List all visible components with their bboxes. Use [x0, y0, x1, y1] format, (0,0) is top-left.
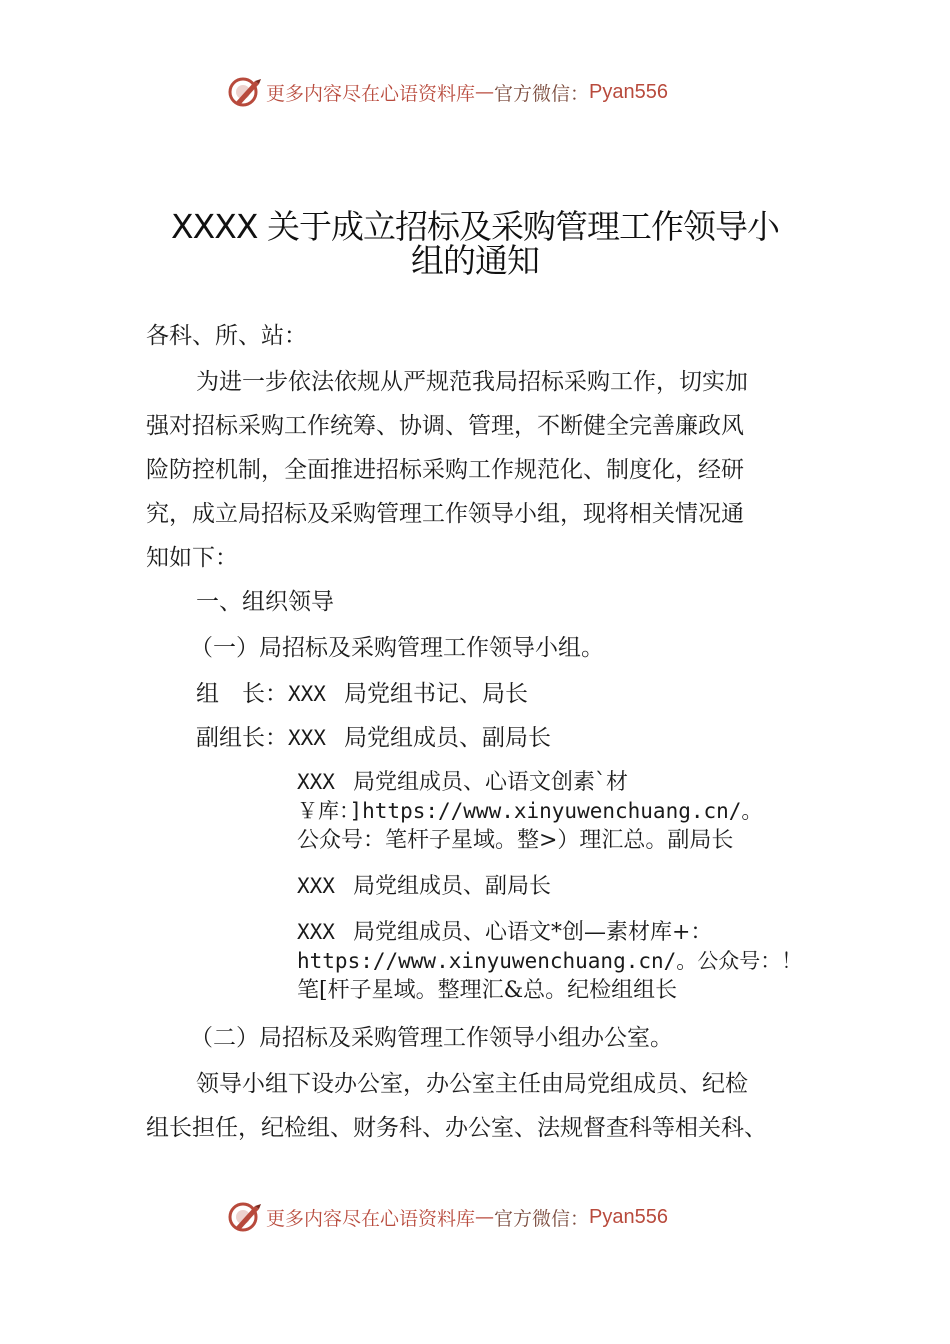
deputy-role: 局党组成员、副局长 — [343, 725, 551, 751]
banner-separator: — — [475, 1206, 495, 1228]
deputy-name: XXX — [288, 726, 326, 750]
intro-paragraph — [146, 360, 816, 580]
member-role-line: https://www.xinyuwenchuang.cn/。公众号：！ — [297, 949, 803, 973]
intro-line: 强对招标采购工作统筹、协调、管理，不断健全完善廉政风 — [146, 413, 744, 439]
leader-name: XXX — [288, 682, 326, 706]
intro-line: 为进一步依法依规从严规范我局招标采购工作，切实加 — [196, 369, 748, 395]
banner-wechat-id: Pyan556 — [589, 1205, 668, 1228]
banner-separator: — — [475, 81, 495, 103]
subsection-heading-1: （一）局招标及采购管理工作领导小组。 — [190, 635, 604, 661]
pen-logo-icon — [228, 75, 262, 109]
member-role-line: 局党组成员、心语文创素`材 — [352, 770, 628, 795]
title-line-2: 组的通知 — [411, 241, 539, 280]
banner-wechat-id: Pyan556 — [589, 80, 668, 103]
member-role-line: ￥库：]https://www.xinyuwenchuang.cn/。 — [297, 799, 763, 823]
subsection-heading-2: （二）局招标及采购管理工作领导小组办公室。 — [190, 1025, 673, 1051]
leader-role: 局党组书记、局长 — [343, 681, 528, 707]
pen-logo-icon — [228, 1200, 262, 1234]
banner-wechat-label: 官方微信： — [494, 1207, 590, 1230]
leader-row — [196, 672, 836, 716]
member-role-line: 笔[杆子星域。整理汇&总。纪检组组长 — [297, 978, 678, 1003]
member-entry — [297, 768, 837, 855]
section-heading-1: 一、组织领导 — [196, 589, 334, 615]
member-entry — [297, 872, 837, 901]
member-role-line: 公众号：笔杆子星域。整>）理汇总。副局长 — [297, 828, 734, 853]
title-line-1: XXXX 关于成立招标及采购管理工作领导小 — [171, 207, 779, 246]
member-name: XXX — [297, 920, 335, 944]
member-name: XXX — [297, 770, 335, 794]
member-entry — [297, 918, 837, 1005]
office-line: 领导小组下设办公室，办公室主任由局党组成员、纪检 — [196, 1071, 748, 1097]
intro-line: 险防控机制，全面推进招标采购工作规范化、制度化，经研 — [146, 457, 744, 483]
banner-main-text: 更多内容尽在心语资料库 — [266, 1207, 476, 1230]
banner-wechat-label: 官方微信： — [494, 82, 590, 105]
deputy-label: 副组长： — [196, 725, 288, 751]
deputy-row — [196, 716, 836, 760]
footer-banner — [228, 1197, 668, 1237]
salutation: 各科、所、站： — [146, 323, 307, 349]
intro-line: 知如下： — [146, 545, 238, 571]
header-banner — [228, 72, 668, 112]
member-role-line: 局党组成员、副局长 — [352, 874, 551, 899]
member-role-line: 局党组成员、心语文*创—素材库+： — [352, 920, 713, 945]
office-paragraph — [146, 1062, 816, 1150]
document-title — [0, 207, 950, 280]
intro-line: 究，成立局招标及采购管理工作领导小组，现将相关情况通 — [146, 501, 744, 527]
office-line: 组长担任，纪检组、财务科、办公室、法规督查科等相关科、 — [146, 1115, 767, 1141]
leader-label: 组 长： — [196, 681, 288, 707]
member-name: XXX — [297, 874, 335, 898]
banner-main-text: 更多内容尽在心语资料库 — [266, 82, 476, 105]
